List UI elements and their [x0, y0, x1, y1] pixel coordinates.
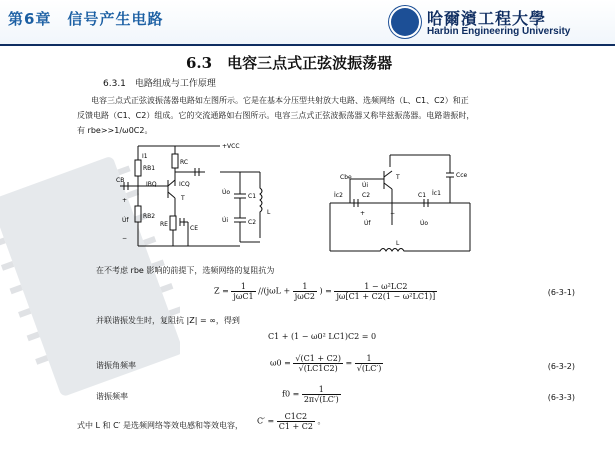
- rc-c2-label: C2: [362, 192, 371, 199]
- lc-ibq-label: IBQ: [146, 181, 157, 188]
- lc-uo-label: U̇o: [222, 189, 231, 196]
- section-title: 6.3 电容三点式正弦波振荡器: [186, 54, 393, 72]
- lc-l-label: L: [267, 209, 271, 216]
- rc-plus-label: +: [360, 210, 366, 217]
- equation-equivalent-capacitance: C′ = $\frac{C1C2}{C1 + C2}$ 。: [257, 412, 326, 431]
- lc-rb2-label: RB2: [143, 213, 156, 220]
- rc-ic1-label: İc1: [432, 190, 441, 197]
- university-logo: [389, 4, 609, 42]
- equation-number-3: (6-3-3): [547, 393, 575, 402]
- text-parallel-resonance: 并联谐振发生时，复阻抗 |Z| = ∞，得到: [96, 316, 240, 325]
- lc-i1-label: I1: [142, 153, 148, 160]
- header-divider: [0, 44, 615, 46]
- lc-icq-label: ICQ: [179, 181, 190, 188]
- left-circuit-diagram: [110, 138, 285, 256]
- lc-t-label: T: [181, 195, 185, 202]
- rc-ui-label: U̇i: [362, 182, 369, 189]
- rc-uo-label: U̇o: [420, 220, 429, 227]
- label-resonant-frequency: 谐振频率: [96, 392, 128, 401]
- equation-number-2: (6-3-2): [547, 362, 575, 371]
- lc-vcc-label: +VCC: [222, 143, 240, 150]
- equation-6-3-3: f0 = $\frac{1}{2\pi√(LC')}$: [282, 385, 339, 404]
- text-complex-impedance: 在不考虑 rbe 影响的前提下，选频网络的复阻抗为: [96, 266, 275, 275]
- lc-rc-label: RC: [180, 159, 189, 166]
- text-equivalent-lc: 式中 L 和 C′ 是选频网络等效电感和等效电容，: [77, 421, 244, 430]
- subsection-title: 6.3.1 电路组成与工作原理: [103, 79, 216, 89]
- lc-rb1-label: RB1: [143, 165, 156, 172]
- university-seal-icon: [389, 6, 421, 38]
- lc-plus-label: +: [122, 197, 128, 204]
- lc-c2-label: C2: [248, 219, 257, 226]
- equation-number-1: (6-3-1): [547, 288, 575, 297]
- rc-t-label: T: [396, 174, 400, 181]
- chapter-title: 第6章 信号产生电路: [8, 10, 164, 28]
- lc-cb-label: CB: [116, 177, 125, 184]
- lc-re-label: RE: [160, 221, 168, 228]
- equation-6-3-2: ω0 = $\frac{√(C1 + C2)}{√(LC1C2)}$ = $\frac{1}{√(LC')}$: [270, 354, 382, 373]
- lc-ce-label: CE: [190, 225, 198, 232]
- logo-chinese: 哈爾濱工程大學: [427, 9, 547, 28]
- paragraph-line-3: 有 rbe>>1/ω0C2。: [77, 126, 153, 135]
- lc-minus-label: −: [122, 235, 128, 242]
- equation-6-3-1: Z = $\frac{1}{\text{jωC1}}$ //(jωL + $\frac{1}{\text{jωC2}}$ ) = $\frac{\text{1 − ω²LC2}}{\text{jω[C1 + C2(1 − ω²LC1)]}}$: [214, 282, 436, 301]
- label-resonant-angular-frequency: 谐振角频率: [96, 361, 136, 370]
- rc-uf-label: U̇f: [364, 220, 371, 227]
- lc-uf-label: U̇f: [122, 217, 129, 224]
- rc-minus-label: −: [390, 210, 396, 217]
- paragraph-line-2: 反馈电路（C1、C2）组成。它的交流通路如右图所示。电容三点式正弦波振荡器又称毕兹振荡器。电路谐振时，: [77, 111, 475, 120]
- rc-cce-label: Cce: [456, 172, 468, 179]
- paragraph-line-1: 电容三点式正弦波振荡器电路如左图所示。它是在基本分压型共射放大电路、选频网络（L、C1、C2）和正: [91, 96, 469, 105]
- right-circuit-diagram: [320, 145, 480, 260]
- rc-ic2-label: İc2: [334, 192, 343, 199]
- rc-cbe-label: Cbe: [340, 174, 352, 181]
- rc-l-label: L: [396, 240, 400, 247]
- slide-header: [0, 0, 615, 44]
- lc-ui-label: U̇i: [222, 217, 229, 224]
- rc-c1-label: C1: [418, 192, 427, 199]
- logo-english: Harbin Engineering University: [427, 26, 571, 37]
- equation-resonance-condition: C1 + (1 − ω0² LC1)C2 = 0: [268, 332, 377, 341]
- lc-c1-label: C1: [248, 193, 257, 200]
